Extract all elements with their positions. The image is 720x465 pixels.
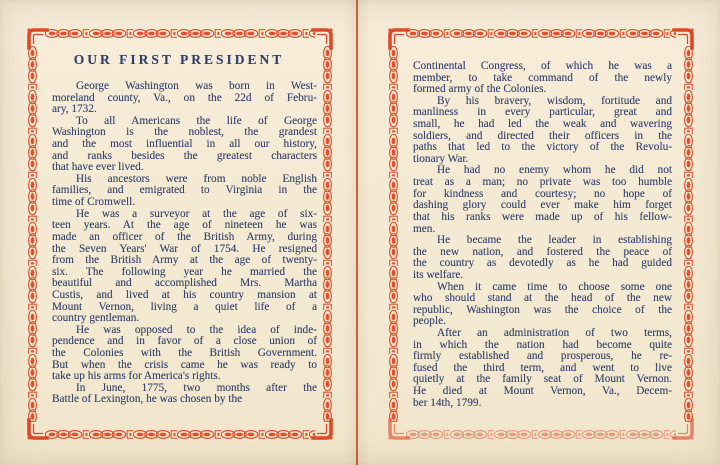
text-line: firmly established and prosperous, he re- bbox=[413, 350, 672, 363]
text-line: manliness in every particular, great and bbox=[413, 106, 672, 119]
text-line: He had no enemy whom he did not bbox=[437, 164, 672, 177]
text-line: treat as a man; no private was too humble bbox=[413, 176, 672, 189]
text-line: When it came time to choose some one bbox=[437, 280, 672, 293]
paragraph bbox=[413, 165, 672, 235]
text-line: that have ever lived. bbox=[52, 161, 144, 174]
text-line: from the British Army at the age of twenty- bbox=[52, 254, 317, 267]
text-line: the new nation, and fostered the peace of bbox=[413, 245, 672, 258]
text-line: Battle of Lexington, he was chosen by the bbox=[52, 393, 243, 406]
page-left bbox=[0, 0, 357, 465]
text-line: member, to take command of the newly bbox=[413, 71, 672, 84]
text-line: beautiful and accomplished Mrs. Martha bbox=[52, 277, 317, 290]
text-line: and ranks besides the greatest characters bbox=[52, 149, 317, 162]
text-line: Custis, and lived at his country mansion at bbox=[52, 288, 317, 301]
text-line: He became the leader in establishing bbox=[437, 234, 672, 247]
text-line: teen years. At the age of nineteen he was bbox=[52, 219, 317, 232]
page-body bbox=[413, 61, 672, 409]
text-line: paths that led to the victory of the Revolu- bbox=[413, 141, 672, 154]
paragraph bbox=[52, 174, 317, 209]
text-line: formed army of the Colonies. bbox=[413, 83, 547, 96]
paragraph bbox=[413, 61, 672, 96]
text-line: the Seven Years' War of 1754. He resigned bbox=[52, 242, 317, 255]
text-line: the Colonies with the British Government. bbox=[52, 347, 317, 360]
text-line: By his bravery, wisdom, fortitude and bbox=[437, 94, 672, 107]
paragraph bbox=[52, 383, 317, 406]
text-line: that his ranks were made up of his fellow- bbox=[413, 210, 672, 223]
paragraph bbox=[52, 325, 317, 383]
paragraph bbox=[52, 209, 317, 325]
text-line: He was a surveyor at the age of six- bbox=[76, 207, 317, 220]
text-line: moreland county, Va., on the 22d of Febru- bbox=[52, 91, 317, 104]
text-line: soldiers, and directed their officers in the bbox=[413, 129, 672, 142]
paragraph bbox=[413, 96, 672, 166]
text-line: But when the crisis came he was ready to bbox=[52, 358, 317, 371]
text-line: His ancestors were from noble English bbox=[76, 172, 317, 185]
text-line: republic, Washington was the choice of the bbox=[413, 303, 672, 316]
text-line: country gentleman. bbox=[52, 312, 140, 325]
paragraph bbox=[413, 282, 672, 328]
text-line: men. bbox=[413, 222, 436, 235]
page-right bbox=[357, 0, 720, 465]
text-line: tionary War. bbox=[413, 152, 469, 165]
text-line: the country as devotedly as he had guided bbox=[413, 257, 672, 270]
text-line: In June, 1775, two months after the bbox=[76, 381, 317, 394]
text-line: six. The following year he married the bbox=[52, 265, 317, 278]
text-line: quietly at the family seat of Mount Vernon. bbox=[413, 373, 672, 386]
paragraph bbox=[52, 81, 317, 116]
text-line: Mount Vernon, living a quiet life of a bbox=[52, 300, 317, 313]
paragraph bbox=[52, 116, 317, 174]
text-line: Continental Congress, of which he was a bbox=[413, 60, 672, 72]
paragraph bbox=[413, 235, 672, 281]
text-line: made an officer of the British Army, during bbox=[52, 230, 317, 243]
text-line: ary, 1732. bbox=[52, 103, 97, 116]
text-line: Washington is the noblest, the grandest bbox=[52, 126, 317, 139]
text-line: pendence and in favor of a close union of bbox=[52, 335, 317, 348]
text-line: To all Americans the life of George bbox=[76, 114, 317, 127]
paragraph bbox=[413, 328, 672, 409]
page-title: OUR FIRST PRESIDENT bbox=[73, 52, 285, 67]
text-line: time of Cromwell. bbox=[52, 196, 136, 209]
page-body bbox=[52, 81, 317, 406]
text-line: ber 14th, 1799. bbox=[413, 396, 482, 409]
text-line: in which the nation had become quite bbox=[413, 338, 672, 351]
text-line: fused the third term, and went to live bbox=[413, 361, 672, 374]
text-line: people. bbox=[413, 315, 446, 328]
text-line: who should stand at the head of the new bbox=[413, 292, 672, 305]
text-line: its welfare. bbox=[413, 268, 464, 281]
text-line: dashing glory could ever make him forget bbox=[413, 199, 672, 212]
page-fold-crease bbox=[356, 0, 358, 465]
text-line: take up his arms for America's rights. bbox=[52, 370, 221, 383]
text-line: for kindness and courtesy; no hope of bbox=[413, 187, 672, 200]
text-line: and the most influential in all our history, bbox=[52, 138, 317, 151]
text-line: small, he had led the weak and wavering bbox=[413, 118, 672, 131]
text-line: He died at Mount Vernon, Va., Decem- bbox=[413, 385, 672, 398]
text-line: He was opposed to the idea of inde- bbox=[76, 323, 317, 336]
text-line: George Washington was born in West- bbox=[76, 80, 317, 92]
text-line: After an administration of two terms, bbox=[437, 327, 672, 340]
text-line: families, and emigrated to Virginia in the bbox=[52, 184, 317, 197]
